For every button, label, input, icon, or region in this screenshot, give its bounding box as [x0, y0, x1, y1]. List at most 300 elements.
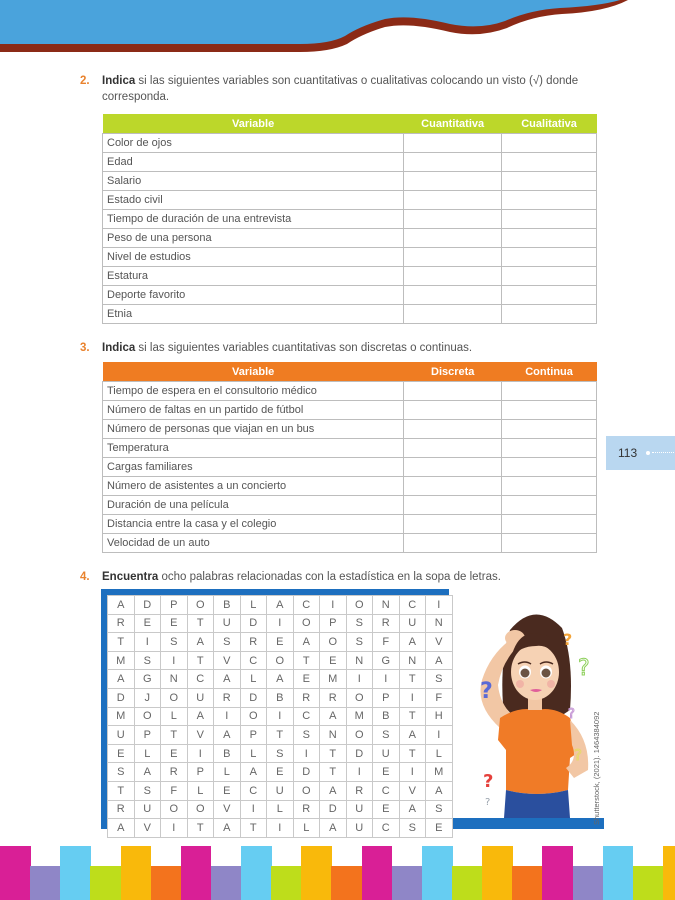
- word-search-letter[interactable]: R: [214, 688, 241, 707]
- checkbox-cell-continua[interactable]: [502, 420, 597, 439]
- checkbox-cell-continua[interactable]: [502, 534, 597, 553]
- variable-cell: Salario: [103, 172, 404, 191]
- word-search-letter[interactable]: N: [346, 651, 373, 670]
- table-row: [103, 191, 597, 210]
- variable-cell: Número de personas que viajan en un bus: [103, 420, 404, 439]
- checkbox-cell-continua[interactable]: [502, 401, 597, 420]
- checkbox-cell-cuantitativa[interactable]: [404, 210, 502, 229]
- word-search-letter[interactable]: B: [267, 688, 294, 707]
- checkbox-cell-cualitativa[interactable]: [502, 191, 597, 210]
- word-search-grid: [107, 595, 453, 838]
- variables-table-discreta-continua: [102, 362, 597, 553]
- word-search-letter[interactable]: S: [267, 744, 294, 763]
- word-search-letter[interactable]: R: [293, 688, 320, 707]
- word-search-letter[interactable]: T: [187, 651, 214, 670]
- word-search-letter[interactable]: A: [108, 596, 135, 615]
- word-search-letter[interactable]: I: [267, 707, 294, 726]
- image-credit: Shutterstock, (2021). 1464384092: [592, 711, 601, 825]
- word-search-letter[interactable]: J: [134, 688, 161, 707]
- word-search-letter[interactable]: I: [426, 726, 453, 745]
- word-search-letter[interactable]: A: [108, 670, 135, 689]
- word-search-letter[interactable]: L: [240, 670, 267, 689]
- word-search-letter[interactable]: V: [426, 633, 453, 652]
- word-search-letter[interactable]: A: [214, 819, 241, 838]
- word-search-letter[interactable]: I: [346, 763, 373, 782]
- variable-cell: Deporte favorito: [103, 286, 404, 305]
- word-search-letter[interactable]: T: [108, 781, 135, 800]
- svg-text:?: ?: [568, 707, 575, 722]
- checkbox-cell-cuantitativa[interactable]: [404, 191, 502, 210]
- footer-stripe: [181, 846, 212, 900]
- variable-cell: Duración de una película: [103, 496, 404, 515]
- word-search-letter[interactable]: C: [293, 707, 320, 726]
- column-header-cuantitativa: Cuantitativa: [404, 114, 502, 134]
- word-search-row: [108, 744, 453, 763]
- word-search-letter[interactable]: A: [320, 819, 347, 838]
- word-search-letter[interactable]: P: [320, 614, 347, 633]
- checkbox-cell-discreta[interactable]: [404, 401, 502, 420]
- word-search-letter[interactable]: E: [373, 763, 400, 782]
- footer-stripe: [512, 866, 543, 900]
- word-search-letter[interactable]: A: [320, 781, 347, 800]
- word-search-letter[interactable]: C: [373, 819, 400, 838]
- table-row: [103, 420, 597, 439]
- word-search-letter[interactable]: L: [426, 744, 453, 763]
- word-search-letter[interactable]: O: [161, 800, 188, 819]
- word-search-letter[interactable]: B: [214, 596, 241, 615]
- checkbox-cell-cualitativa[interactable]: [502, 210, 597, 229]
- word-search-letter[interactable]: C: [240, 781, 267, 800]
- checkbox-cell-cuantitativa[interactable]: [404, 134, 502, 153]
- word-search-row: [108, 726, 453, 745]
- question-verb: Indica: [102, 75, 136, 87]
- word-search-letter[interactable]: S: [426, 670, 453, 689]
- word-search-letter[interactable]: I: [293, 744, 320, 763]
- checkbox-cell-discreta[interactable]: [404, 534, 502, 553]
- word-search-letter[interactable]: E: [293, 670, 320, 689]
- word-search-letter[interactable]: U: [134, 800, 161, 819]
- question-text: si las siguientes variables son cuantitativas o cualitativas colocando un visto (√) donde: [135, 75, 579, 87]
- word-search-letter[interactable]: B: [214, 744, 241, 763]
- word-search-letter[interactable]: M: [108, 651, 135, 670]
- word-search-letter[interactable]: F: [161, 781, 188, 800]
- word-search-letter[interactable]: O: [320, 633, 347, 652]
- footer-stripe: [60, 846, 91, 900]
- column-header-discreta: Discreta: [404, 362, 502, 382]
- column-header-variable: Variable: [103, 114, 404, 134]
- word-search-letter[interactable]: I: [320, 596, 347, 615]
- table-row: [103, 439, 597, 458]
- word-search-letter[interactable]: S: [134, 651, 161, 670]
- table-row: [103, 248, 597, 267]
- table-row: [103, 458, 597, 477]
- word-search-letter[interactable]: E: [108, 744, 135, 763]
- word-search-letter[interactable]: I: [240, 800, 267, 819]
- word-search-letter[interactable]: S: [373, 726, 400, 745]
- word-search-letter[interactable]: D: [134, 596, 161, 615]
- word-search-letter[interactable]: S: [293, 726, 320, 745]
- variable-cell: Peso de una persona: [103, 229, 404, 248]
- footer-stripe: [392, 866, 423, 900]
- checkbox-cell-continua[interactable]: [502, 477, 597, 496]
- word-search-letter[interactable]: O: [134, 707, 161, 726]
- word-search-letter[interactable]: E: [267, 763, 294, 782]
- table-row: [103, 153, 597, 172]
- word-search-letter[interactable]: T: [399, 707, 426, 726]
- word-search-letter[interactable]: T: [293, 651, 320, 670]
- word-search-row: [108, 651, 453, 670]
- word-search-letter[interactable]: O: [161, 688, 188, 707]
- question-3-prompt: [80, 340, 595, 356]
- word-search-letter[interactable]: I: [267, 819, 294, 838]
- footer-stripe: [362, 846, 393, 900]
- footer-stripe: [90, 866, 121, 900]
- word-search-letter[interactable]: O: [240, 707, 267, 726]
- footer-stripe: [30, 866, 61, 900]
- word-search-letter[interactable]: E: [373, 800, 400, 819]
- page-number: 113: [618, 446, 638, 460]
- checkbox-cell-discreta[interactable]: [404, 420, 502, 439]
- word-search-letter[interactable]: R: [240, 633, 267, 652]
- word-search-letter[interactable]: T: [320, 763, 347, 782]
- word-search-letter[interactable]: S: [346, 614, 373, 633]
- table-row: [103, 172, 597, 191]
- word-search-letter[interactable]: L: [161, 707, 188, 726]
- word-search-letter[interactable]: L: [240, 744, 267, 763]
- footer-stripe: [573, 866, 604, 900]
- word-search-letter[interactable]: I: [373, 670, 400, 689]
- variable-cell: Velocidad de un auto: [103, 534, 404, 553]
- word-search-letter[interactable]: O: [346, 596, 373, 615]
- word-search-letter[interactable]: A: [187, 707, 214, 726]
- word-search-letter[interactable]: P: [134, 726, 161, 745]
- word-search-letter[interactable]: I: [399, 688, 426, 707]
- checkbox-cell-continua[interactable]: [502, 439, 597, 458]
- question-number: 4.: [80, 571, 90, 583]
- checkbox-cell-discreta[interactable]: [404, 458, 502, 477]
- word-search-letter[interactable]: E: [214, 781, 241, 800]
- word-search-letter[interactable]: C: [293, 596, 320, 615]
- checkbox-cell-cuantitativa[interactable]: [404, 267, 502, 286]
- dot-icon: [646, 451, 650, 455]
- word-search-row: [108, 819, 453, 838]
- word-search-letter[interactable]: H: [426, 707, 453, 726]
- checkbox-cell-cualitativa[interactable]: [502, 267, 597, 286]
- word-search-letter[interactable]: R: [373, 614, 400, 633]
- word-search-letter[interactable]: G: [373, 651, 400, 670]
- word-search-letter[interactable]: L: [187, 781, 214, 800]
- word-search-row: [108, 688, 453, 707]
- word-search-letter[interactable]: S: [426, 800, 453, 819]
- table-row: [103, 210, 597, 229]
- word-search-letter[interactable]: N: [320, 726, 347, 745]
- svg-text:?: ?: [480, 679, 493, 704]
- word-search-letter[interactable]: N: [373, 596, 400, 615]
- word-search-letter[interactable]: S: [346, 633, 373, 652]
- word-search-letter[interactable]: I: [161, 651, 188, 670]
- word-search-letter[interactable]: N: [399, 651, 426, 670]
- checkbox-cell-discreta[interactable]: [404, 439, 502, 458]
- word-search-letter[interactable]: I: [187, 744, 214, 763]
- word-search-letter[interactable]: L: [240, 596, 267, 615]
- word-search-letter[interactable]: P: [373, 688, 400, 707]
- word-search-letter[interactable]: I: [267, 614, 294, 633]
- footer-stripe: [452, 866, 483, 900]
- footer-stripe: [0, 846, 31, 900]
- word-search-letter[interactable]: U: [187, 688, 214, 707]
- variable-cell: Tiempo de duración de una entrevista: [103, 210, 404, 229]
- word-search-letter[interactable]: D: [346, 744, 373, 763]
- word-search-letter[interactable]: I: [214, 707, 241, 726]
- footer-stripe: [121, 846, 152, 900]
- checkbox-cell-discreta[interactable]: [404, 515, 502, 534]
- checkbox-cell-cualitativa[interactable]: [502, 153, 597, 172]
- word-search-letter[interactable]: T: [320, 744, 347, 763]
- word-search-letter[interactable]: S: [108, 763, 135, 782]
- checkbox-cell-cuantitativa[interactable]: [404, 286, 502, 305]
- word-search-letter[interactable]: A: [267, 670, 294, 689]
- footer-stripe: [603, 846, 634, 900]
- variable-cell: Número de asistentes a un concierto: [103, 477, 404, 496]
- word-search-letter[interactable]: C: [240, 651, 267, 670]
- svg-text:?: ?: [563, 630, 573, 649]
- word-search-letter[interactable]: G: [134, 670, 161, 689]
- word-search-letter[interactable]: A: [214, 726, 241, 745]
- svg-text:?: ?: [483, 771, 494, 792]
- table-row: [103, 496, 597, 515]
- word-search-letter[interactable]: U: [399, 614, 426, 633]
- footer-stripe: [482, 846, 513, 900]
- word-search-letter[interactable]: E: [426, 819, 453, 838]
- word-search-letter[interactable]: T: [161, 726, 188, 745]
- word-search-letter[interactable]: A: [240, 763, 267, 782]
- footer-stripe: [422, 846, 453, 900]
- word-search-letter[interactable]: V: [187, 726, 214, 745]
- checkbox-cell-continua[interactable]: [502, 382, 597, 401]
- table-row: [103, 477, 597, 496]
- word-search-row: [108, 781, 453, 800]
- word-search-letter[interactable]: A: [320, 707, 347, 726]
- word-search-letter[interactable]: A: [399, 633, 426, 652]
- word-search-letter[interactable]: A: [399, 726, 426, 745]
- word-search-letter[interactable]: T: [240, 819, 267, 838]
- word-search-letter[interactable]: M: [346, 707, 373, 726]
- dotted-line: [652, 452, 674, 453]
- word-search-letter[interactable]: A: [187, 633, 214, 652]
- word-search-row: [108, 670, 453, 689]
- question-text: si las siguientes variables cuantitativas son discretas o continuas.: [135, 342, 473, 354]
- checkbox-cell-cuantitativa[interactable]: [404, 153, 502, 172]
- word-search-letter[interactable]: I: [426, 596, 453, 615]
- word-search-letter[interactable]: A: [426, 651, 453, 670]
- question-number: 2.: [80, 75, 90, 87]
- word-search-letter[interactable]: L: [267, 800, 294, 819]
- word-search-letter[interactable]: L: [134, 744, 161, 763]
- word-search-letter[interactable]: S: [134, 781, 161, 800]
- word-search-letter[interactable]: E: [134, 614, 161, 633]
- word-search-letter[interactable]: A: [293, 633, 320, 652]
- table-row: [103, 229, 597, 248]
- checkbox-cell-cuantitativa[interactable]: [404, 305, 502, 324]
- word-search-row: [108, 707, 453, 726]
- word-search-letter[interactable]: D: [293, 763, 320, 782]
- footer-stripe: [151, 866, 182, 900]
- word-search-letter[interactable]: O: [187, 800, 214, 819]
- word-search-frame-extension: [449, 818, 604, 829]
- word-search-letter[interactable]: U: [346, 819, 373, 838]
- word-search-letter[interactable]: T: [399, 744, 426, 763]
- word-search-letter[interactable]: M: [320, 670, 347, 689]
- question-verb: Encuentra: [102, 571, 159, 583]
- checkbox-cell-cualitativa[interactable]: [502, 229, 597, 248]
- word-search-letter[interactable]: T: [187, 614, 214, 633]
- checkbox-cell-cualitativa[interactable]: [502, 134, 597, 153]
- variable-cell: Temperatura: [103, 439, 404, 458]
- word-search-letter[interactable]: A: [426, 781, 453, 800]
- word-search-letter[interactable]: O: [346, 688, 373, 707]
- word-search-letter[interactable]: N: [426, 614, 453, 633]
- checkbox-cell-cualitativa[interactable]: [502, 286, 597, 305]
- word-search-letter[interactable]: D: [240, 614, 267, 633]
- variable-cell: Etnia: [103, 305, 404, 324]
- footer-color-stripes: [0, 846, 675, 900]
- word-search-letter[interactable]: F: [373, 633, 400, 652]
- table-row: [103, 267, 597, 286]
- word-search-letter[interactable]: I: [161, 819, 188, 838]
- word-search-letter[interactable]: O: [293, 781, 320, 800]
- checkbox-cell-continua[interactable]: [502, 496, 597, 515]
- word-search-letter[interactable]: V: [214, 651, 241, 670]
- table-row: [103, 286, 597, 305]
- checkbox-cell-cuantitativa[interactable]: [404, 248, 502, 267]
- checkbox-cell-discreta[interactable]: [404, 477, 502, 496]
- table-row: [103, 305, 597, 324]
- footer-stripe: [542, 846, 573, 900]
- word-search-letter[interactable]: M: [108, 707, 135, 726]
- word-search-letter[interactable]: V: [399, 781, 426, 800]
- word-search-letter[interactable]: I: [399, 763, 426, 782]
- word-search-letter[interactable]: A: [108, 819, 135, 838]
- word-search-letter[interactable]: T: [399, 670, 426, 689]
- footer-stripe: [331, 866, 362, 900]
- word-search-letter[interactable]: E: [320, 651, 347, 670]
- svg-text:?: ?: [485, 797, 491, 808]
- word-search-row: [108, 763, 453, 782]
- word-search-letter[interactable]: O: [293, 614, 320, 633]
- footer-stripe: [633, 866, 664, 900]
- word-search-letter[interactable]: O: [267, 651, 294, 670]
- checkbox-cell-cualitativa[interactable]: [502, 172, 597, 191]
- word-search-letter[interactable]: C: [373, 781, 400, 800]
- word-search-letter[interactable]: T: [108, 633, 135, 652]
- word-search-letter[interactable]: T: [187, 819, 214, 838]
- word-search-letter[interactable]: S: [161, 633, 188, 652]
- word-search-letter[interactable]: P: [161, 596, 188, 615]
- word-search-letter[interactable]: E: [267, 633, 294, 652]
- question-4-prompt: [80, 569, 595, 585]
- checkbox-cell-cuantitativa[interactable]: [404, 229, 502, 248]
- word-search-letter[interactable]: M: [426, 763, 453, 782]
- word-search-letter[interactable]: D: [108, 688, 135, 707]
- variable-cell: Edad: [103, 153, 404, 172]
- word-search-letter[interactable]: V: [134, 819, 161, 838]
- word-search-letter[interactable]: D: [320, 800, 347, 819]
- word-search-letter[interactable]: I: [134, 633, 161, 652]
- column-header-variable: Variable: [103, 362, 404, 382]
- word-search-letter[interactable]: E: [161, 614, 188, 633]
- question-2-prompt: [80, 73, 595, 105]
- word-search-letter[interactable]: R: [346, 781, 373, 800]
- word-search-letter[interactable]: U: [214, 614, 241, 633]
- word-search-letter[interactable]: D: [240, 688, 267, 707]
- thinking-girl-illustration: [470, 600, 600, 818]
- word-search-letter[interactable]: O: [187, 596, 214, 615]
- word-search-letter[interactable]: R: [108, 614, 135, 633]
- checkbox-cell-continua[interactable]: [502, 458, 597, 477]
- footer-stripe: [663, 846, 675, 900]
- table-row: [103, 382, 597, 401]
- word-search-letter[interactable]: V: [214, 800, 241, 819]
- variable-cell: Cargas familiares: [103, 458, 404, 477]
- word-search-letter[interactable]: O: [346, 726, 373, 745]
- footer-stripe: [241, 846, 272, 900]
- word-search-letter[interactable]: A: [399, 800, 426, 819]
- word-search-letter[interactable]: P: [240, 726, 267, 745]
- word-search-letter[interactable]: R: [293, 800, 320, 819]
- variable-cell: Estado civil: [103, 191, 404, 210]
- footer-stripe: [301, 846, 332, 900]
- word-search-letter[interactable]: T: [267, 726, 294, 745]
- word-search-letter[interactable]: L: [293, 819, 320, 838]
- word-search-letter[interactable]: I: [346, 670, 373, 689]
- footer-stripe: [271, 866, 302, 900]
- word-search-letter[interactable]: R: [161, 763, 188, 782]
- word-search-letter[interactable]: R: [320, 688, 347, 707]
- page-number-tab: [606, 436, 675, 470]
- word-search-row: [108, 596, 453, 615]
- question-text: ocho palabras relacionadas con la estadística en la sopa de letras.: [158, 571, 501, 583]
- word-search-letter[interactable]: S: [214, 633, 241, 652]
- word-search-letter[interactable]: A: [214, 670, 241, 689]
- word-search-letter[interactable]: R: [108, 800, 135, 819]
- word-search-letter[interactable]: E: [161, 744, 188, 763]
- word-search-letter[interactable]: A: [134, 763, 161, 782]
- word-search-letter[interactable]: P: [187, 763, 214, 782]
- word-search-letter[interactable]: A: [267, 596, 294, 615]
- variable-cell: Tiempo de espera en el consultorio médico: [103, 382, 404, 401]
- word-search-letter[interactable]: F: [426, 688, 453, 707]
- word-search-letter[interactable]: C: [399, 596, 426, 615]
- checkbox-cell-cualitativa[interactable]: [502, 248, 597, 267]
- checkbox-cell-continua[interactable]: [502, 515, 597, 534]
- variables-table-cuantitativa-cualitativa: [102, 114, 597, 324]
- word-search-letter[interactable]: S: [399, 819, 426, 838]
- checkbox-cell-cuantitativa[interactable]: [404, 172, 502, 191]
- word-search-letter[interactable]: N: [161, 670, 188, 689]
- checkbox-cell-discreta[interactable]: [404, 496, 502, 515]
- word-search-letter[interactable]: U: [108, 726, 135, 745]
- word-search-letter[interactable]: C: [187, 670, 214, 689]
- word-search-letter[interactable]: L: [214, 763, 241, 782]
- word-search-letter[interactable]: B: [373, 707, 400, 726]
- word-search-row: [108, 800, 453, 819]
- word-search-letter[interactable]: U: [373, 744, 400, 763]
- table-row: [103, 401, 597, 420]
- checkbox-cell-discreta[interactable]: [404, 382, 502, 401]
- checkbox-cell-cualitativa[interactable]: [502, 305, 597, 324]
- word-search-letter[interactable]: U: [267, 781, 294, 800]
- word-search-letter[interactable]: U: [346, 800, 373, 819]
